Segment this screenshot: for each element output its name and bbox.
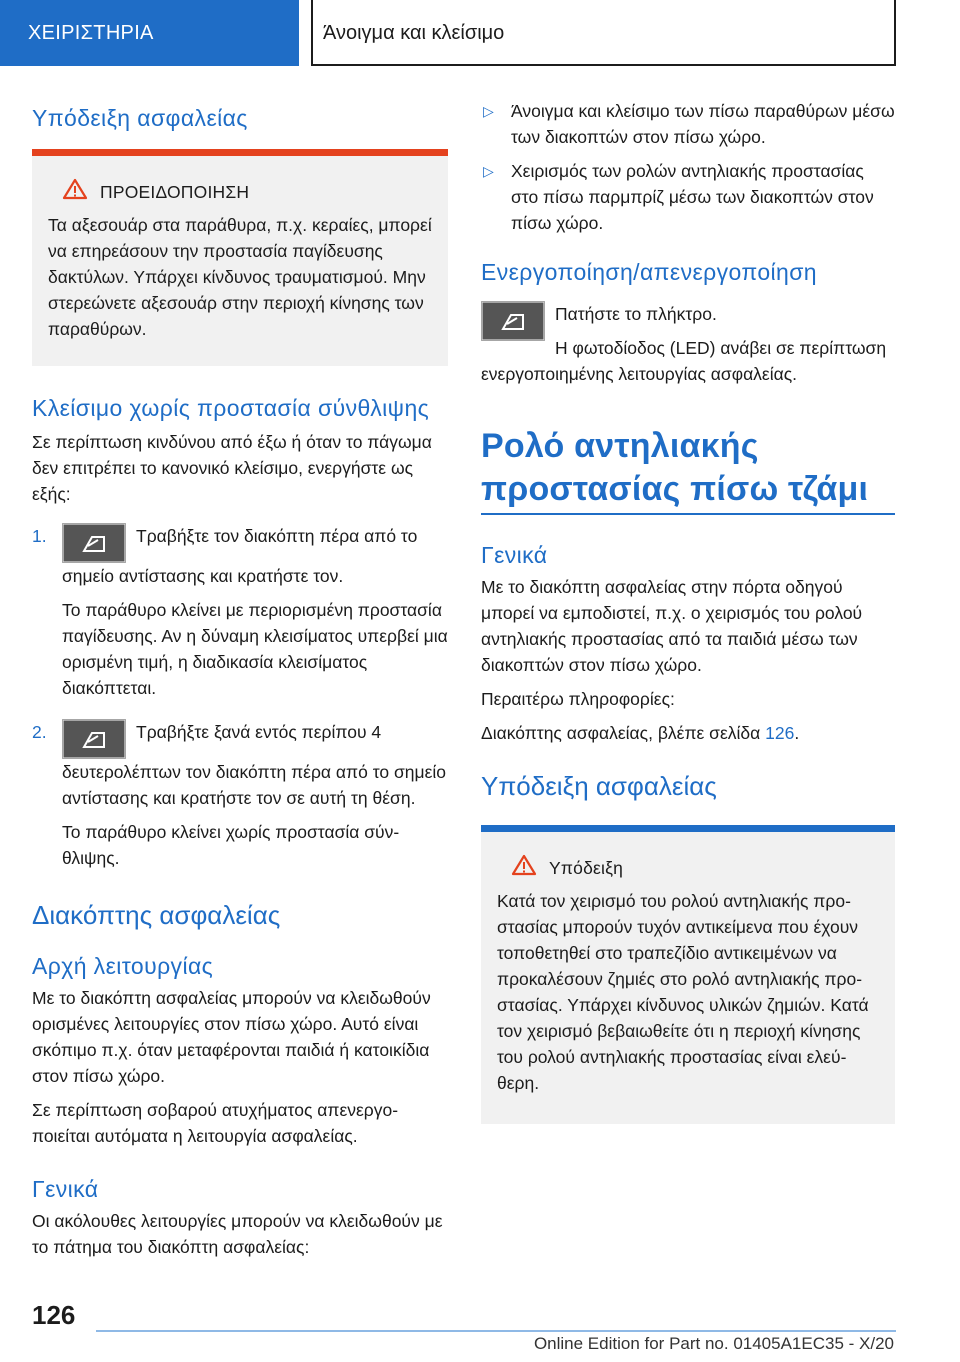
note-text: Κατά τον χειρισμό του ρολού αντηλιακής προστασίας μπορούν τυχόν αντικείμενα που έχουν τοποθετηθεί στο τραπεζίδιο αντικειμένων να προκαλέσουν ζημιές στο ρολό αντηλιακής προστασίας. Υπάρχει κίνδυνος υλικών ζημιών. Κατά τον χειρισμό βεβαιωθείτε ότι η περιοχή κίνησης του ρολού αντηλιακής προστασίας είναι ελεύθερη. bbox=[497, 891, 869, 1093]
led-note: Η φωτοδίοδος (LED) ανάβει σε περίπτωση ενεργοποιημένης λειτουργίας ασφαλείας. bbox=[481, 338, 887, 384]
safety-switch-heading: Διακόπτης ασφαλείας bbox=[32, 900, 281, 930]
cross-reference: Διακόπτης ασφαλείας, βλέπε σελίδα 126. bbox=[481, 723, 800, 743]
page-number: 126 bbox=[32, 1300, 76, 1330]
warning-triangle-icon bbox=[62, 178, 88, 206]
warning-bar bbox=[32, 149, 448, 156]
step-number: 1. bbox=[32, 526, 47, 546]
safety-heading: Υπόδειξη ασφαλείας bbox=[32, 105, 248, 131]
list-item: ▷ Χειρισμός των ρολών αντηλιακής προστασίας στο πίσω παρμπρίζ μέσω των διακοπτών στον πίσω χώρο. bbox=[481, 158, 895, 236]
window-switch-icon bbox=[62, 523, 126, 563]
press-instruction: Πατήστε το πλήκτρο. bbox=[555, 304, 717, 324]
list-item: ▷ Άνοιγμα και κλείσιμο των πίσω παραθύρων μέσω των διακοπτών στον πίσω χώρο. bbox=[481, 98, 895, 150]
sunblind-heading: Ρολό αντηλιακής προστασίας πίσω τζάμι bbox=[481, 427, 869, 508]
footer-rule bbox=[96, 1330, 896, 1332]
more-info-label: Περαιτέρω πληροφορίες: bbox=[481, 689, 675, 709]
close-no-protection-heading: Κλείσιμο χωρίς προστασία σύνθλιψης bbox=[32, 395, 430, 421]
section-tab: ΧΕΙΡΙΣΤΗΡΙΑ bbox=[0, 0, 299, 66]
note-bar bbox=[481, 825, 895, 832]
step-1 bbox=[32, 523, 448, 701]
safety-heading-right: Υπόδειξη ασφαλείας bbox=[481, 771, 717, 801]
step-text: Τραβήξτε τον διακόπτη πέρα από το σημείο αντίστασης και κρατήστε τον. bbox=[62, 526, 418, 586]
principle-paragraph: Με το διακόπτη ασφαλείας μπορούν να κλειδωθούν ορισμένες λειτουργίες στον πίσω χώρο. Αυτό είναι σκόπιμο π.χ. όταν μεταφέρονται παιδιά ή κατοικίδια στον πίσω χώρο. bbox=[32, 988, 431, 1086]
header-divider bbox=[311, 0, 313, 66]
header-underline bbox=[311, 64, 896, 66]
activation-block bbox=[481, 301, 895, 387]
activation-heading: Ενεργοποίηση/απενεργοποίηση bbox=[481, 259, 818, 285]
note-header bbox=[497, 854, 879, 882]
step-number: 2. bbox=[32, 722, 47, 742]
left-column bbox=[32, 98, 448, 1260]
right-column bbox=[481, 98, 895, 1124]
principle-heading: Αρχή λειτουργίας bbox=[32, 953, 214, 979]
note-title: Υπόδειξη bbox=[549, 858, 624, 878]
bullet-triangle-icon: ▷ bbox=[483, 103, 494, 119]
note-box bbox=[481, 832, 895, 1124]
warning-title: ΠΡΟΕΙΔΟΠΟΙΗΣΗ bbox=[100, 182, 250, 202]
window-switch-icon bbox=[62, 719, 126, 759]
general-paragraph: Με το διακόπτη ασφαλείας στην πόρτα οδηγού μπορεί να εμποδιστεί, π.χ. ο χειρισμός του ρολού αντηλιακής προστασίας από τα παιδιά μέσω των διακοπτών στον πίσω χώρο. bbox=[481, 577, 863, 675]
step-text: Τραβήξτε ξανά εντός περίπου 4 δευτερολέπτων τον διακόπτη πέρα από το σημείο αντίστασης και κρατήστε τον σε αυτή τη θέση. bbox=[62, 722, 447, 808]
general-paragraph: Οι ακόλουθες λειτουργίες μπορούν να κλειδωθούν με το πάτημα του διακόπτη ασφαλείας: bbox=[32, 1211, 443, 1257]
bullet-triangle-icon: ▷ bbox=[483, 163, 494, 179]
step-2 bbox=[32, 719, 448, 871]
warning-box bbox=[32, 156, 448, 366]
heading-rule bbox=[481, 513, 895, 515]
window-switch-icon bbox=[481, 301, 545, 341]
edition-text: Online Edition for Part no. 01405A1EC35 - X/20 bbox=[533, 1334, 894, 1353]
step-followup: Το παράθυρο κλείνει με περιορισμένη προστασία παγίδευσης. Αν η δύναμη κλεισίματος υπερβεί μια ορισμένη τιμή, η διαδικασία κλεισίματος διακόπτεται. bbox=[62, 600, 448, 698]
step-followup: Το παράθυρο κλείνει χωρίς προστασία σύνθλιψης. bbox=[62, 822, 400, 868]
warning-triangle-icon bbox=[511, 854, 537, 882]
warning-header bbox=[48, 178, 432, 206]
general-heading: Γενικά bbox=[481, 542, 548, 568]
emergency-paragraph: Σε περίπτωση κινδύνου από έξω ή όταν το πάγωμα δεν επιτρέπει το κανονικό κλείσιμο, ενεργήστε ως εξής: bbox=[32, 432, 432, 504]
general-heading: Γενικά bbox=[32, 1176, 99, 1202]
page-link[interactable]: 126 bbox=[765, 723, 795, 743]
chapter-title: Άνοιγμα και κλείσιμο bbox=[323, 22, 505, 44]
warning-text: Τα αξεσουάρ στα παράθυρα, π.χ. κεραίες, μπορεί να επηρεάσουν την προστασία παγίδευσης δακτύλων. Υπάρχει κίνδυνος τραυματισμού. Μην στερεώνετε αξεσουάρ στην περιοχή κίνησης των παραθύρων. bbox=[48, 215, 432, 339]
accident-paragraph: Σε περίπτωση σοβαρού ατυχήματος απενεργοποιείται αυτόματα η λειτουργία ασφαλείας. bbox=[32, 1100, 399, 1146]
header-divider-right bbox=[894, 0, 896, 66]
